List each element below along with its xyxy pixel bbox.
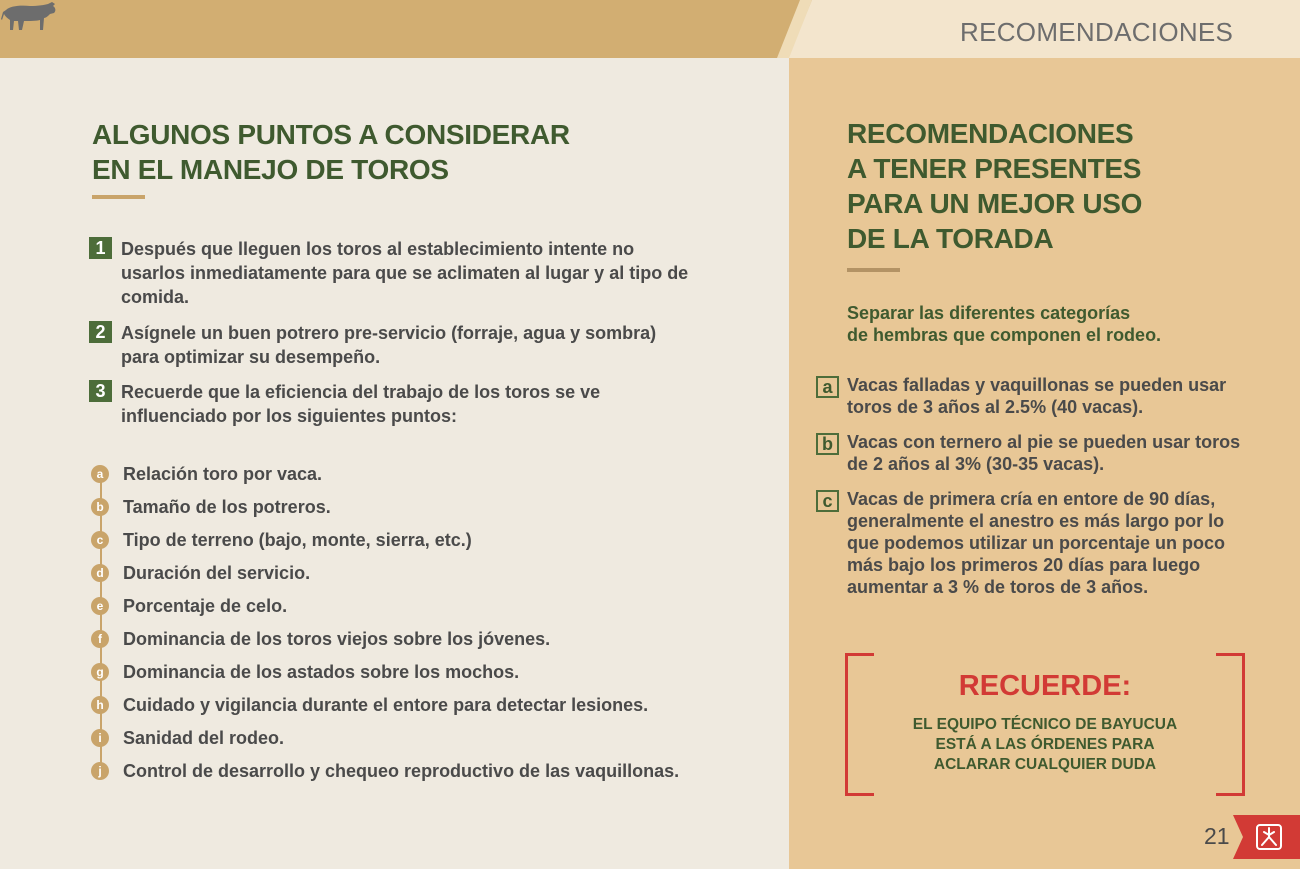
point-text: Porcentaje de celo. [123, 596, 288, 616]
point-text: Dominancia de los toros viejos sobre los jóvenes. [123, 629, 551, 649]
recommendation-text: Vacas con ternero al pie se pueden usar toros de 2 años al 3% (30-35 vacas). [847, 432, 1241, 474]
letter-badge: a [816, 376, 839, 398]
point-item [91, 462, 771, 486]
point-item [91, 495, 771, 519]
recuerde-callout [845, 653, 1245, 796]
letter-dot: f [91, 630, 109, 648]
recuerde-title: RECUERDE: [958, 670, 1132, 702]
letter-dot: a [91, 465, 109, 483]
point-item [91, 759, 771, 783]
letter-badge: c [816, 490, 839, 512]
right-heading: RECOMENDACIONES A TENER PRESENTES PARA UN MEJOR USO DE LA TORADA [847, 118, 1143, 254]
right-heading-rule [847, 268, 900, 272]
point-text: Dominancia de los astados sobre los mochos. [123, 662, 520, 682]
left-heading-rule [92, 195, 145, 199]
letter-dot: c [91, 531, 109, 549]
point-item [91, 594, 771, 618]
page-number: 21 [1204, 823, 1230, 849]
header-title: RECOMENDACIONES [960, 17, 1234, 47]
letter-dot: h [91, 696, 109, 714]
number-badge: 3 [89, 380, 112, 402]
left-heading: ALGUNOS PUNTOS A CONSIDERAR EN EL MANEJO DE TOROS [92, 119, 570, 185]
point-text: Duración del servicio. [123, 563, 311, 583]
letter-dot: i [91, 729, 109, 747]
point-item [91, 726, 771, 750]
letter-badge: b [816, 433, 839, 455]
point-text: Cuidado y vigilancia durante el entore para detectar lesiones. [123, 695, 649, 715]
top-band [0, 0, 1300, 58]
point-text: Relación toro por vaca. [123, 464, 323, 484]
point-item [91, 693, 771, 717]
right-intro: Separar las diferentes categorías de hembras que componen el rodeo. [847, 303, 1162, 345]
point-text: Tipo de terreno (bajo, monte, sierra, etc.) [123, 530, 472, 550]
number-badge: 1 [89, 237, 112, 259]
letter-dot: d [91, 564, 109, 582]
bayucua-logo-icon [1233, 815, 1300, 859]
letter-dot: g [91, 663, 109, 681]
bull-icon [0, 0, 58, 34]
point-text: Tamaño de los potreros. [123, 497, 331, 517]
point-text: Control de desarrollo y chequeo reproductivo de las vaquillonas. [123, 761, 680, 781]
number-badge: 2 [89, 321, 112, 343]
point-item [91, 528, 771, 552]
point-item [91, 627, 771, 651]
recommendation-text: Vacas de primera cría en entore de 90 días, generalmente el anestro es más largo por lo que podemos utilizar un porcentaje un poco más bajo los primeros 20 días para luego aumentar a 3 % de toros de 3 años. [847, 489, 1226, 597]
numbered-item-text: Después que lleguen los toros al establecimiento intente no usarlos inmediatamente para que se aclimaten al lugar y al tipo de comida. [121, 239, 689, 307]
numbered-item-text: Recuerde que la eficiencia del trabajo de los toros se ve influenciado por los siguientes puntos: [121, 382, 601, 426]
letter-dot: j [91, 762, 109, 780]
numbered-item-text: Asígnele un buen potrero pre-servicio (forraje, agua y sombra) para optimizar su desempeño. [121, 323, 657, 367]
recommendation-text: Vacas falladas y vaquillonas se pueden usar toros de 3 años al 2.5% (40 vacas). [847, 375, 1227, 417]
recuerde-body: EL EQUIPO TÉCNICO DE BAYUCUA ESTÁ A LAS ÓRDENES PARA ACLARAR CUALQUIER DUDA [912, 716, 1178, 773]
point-item [91, 660, 771, 684]
point-text: Sanidad del rodeo. [123, 728, 285, 748]
letter-dot: b [91, 498, 109, 516]
point-item [91, 561, 771, 585]
letter-dot: e [91, 597, 109, 615]
